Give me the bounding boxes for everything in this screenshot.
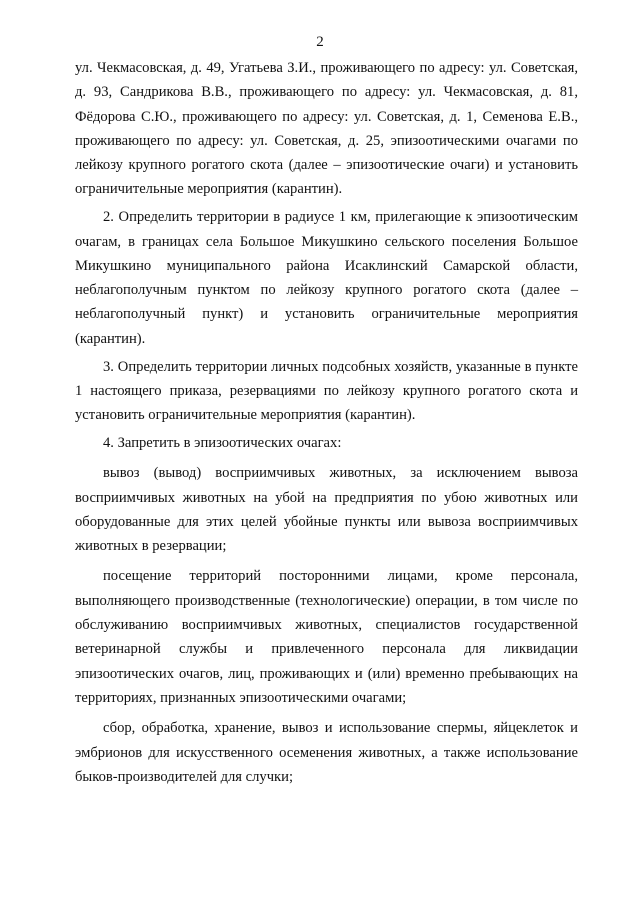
paragraph-4-prohibitions-heading: 4. Запретить в эпизоотических очагах: (103, 434, 342, 451)
document-body (75, 56, 578, 789)
prohibition-item-visits: посещение территорий посторонними лицами, кроме персонала, выполняющего производственные (технологические) операции, в том числе по обслуживанию восприимчивых животных, специалистов государственной ветеринарной службы и привлеченного персонала для ликвидации эпизоотических очагов, лиц, проживающих и (или) временно пребывающих на территориях, признанных эпизоотическими очагами; (75, 568, 578, 706)
page-number: 2 (316, 34, 324, 50)
prohibition-item-semen: сбор, обработка, хранение, вывоз и использование спермы, яйцеклеток и эмбрионов для искусственного осеменения животных, а также использование быков-производителей для случки; (75, 720, 578, 785)
paragraph-2-define-territories: 2. Определить территории в радиусе 1 км, прилегающие к эпизоотическим очагам, в границах села Большое Микушкино сельского поселения Большое Микушкино муниципального района Исаклинский Самарской области, неблагополучным пунктом по лейкозу крупного рогатого скота (далее – неблагополучный пункт) и установить ограничительные мероприятия (карантин). (75, 209, 578, 347)
paragraph-3-reservations: 3. Определить территории личных подсобных хозяйств, указанные в пункте 1 настоящего приказа, резервациями по лейкозу крупного рогатого скота и установить ограничительные мероприятия (карантин). (75, 358, 578, 424)
paragraph-1-continuation: ул. Чекмасовская, д. 49, Угатьева З.И., проживающего по адресу: ул. Советская, д. 93, Сандрикова В.В., проживающего по адресу: ул. Чекмасовская, д. 81, Фёдорова С.Ю., проживающего по адресу: ул. Советская, д. 1, Семенова Е.В., проживающего по адресу: ул. Советская, д. 25, эпизоотическими очагами по лейкозу крупного рогатого скота (далее – эпизоотические очаги) и установить ограничительные мероприятия (карантин). (75, 60, 578, 198)
prohibition-item-export: вывоз (вывод) восприимчивых животных, за исключением вывоза восприимчивых животных на убой на предприятия по убою животных или оборудованные для этих целей убойные пункты или вывоза восприимчивых животных в резервации; (75, 465, 578, 555)
